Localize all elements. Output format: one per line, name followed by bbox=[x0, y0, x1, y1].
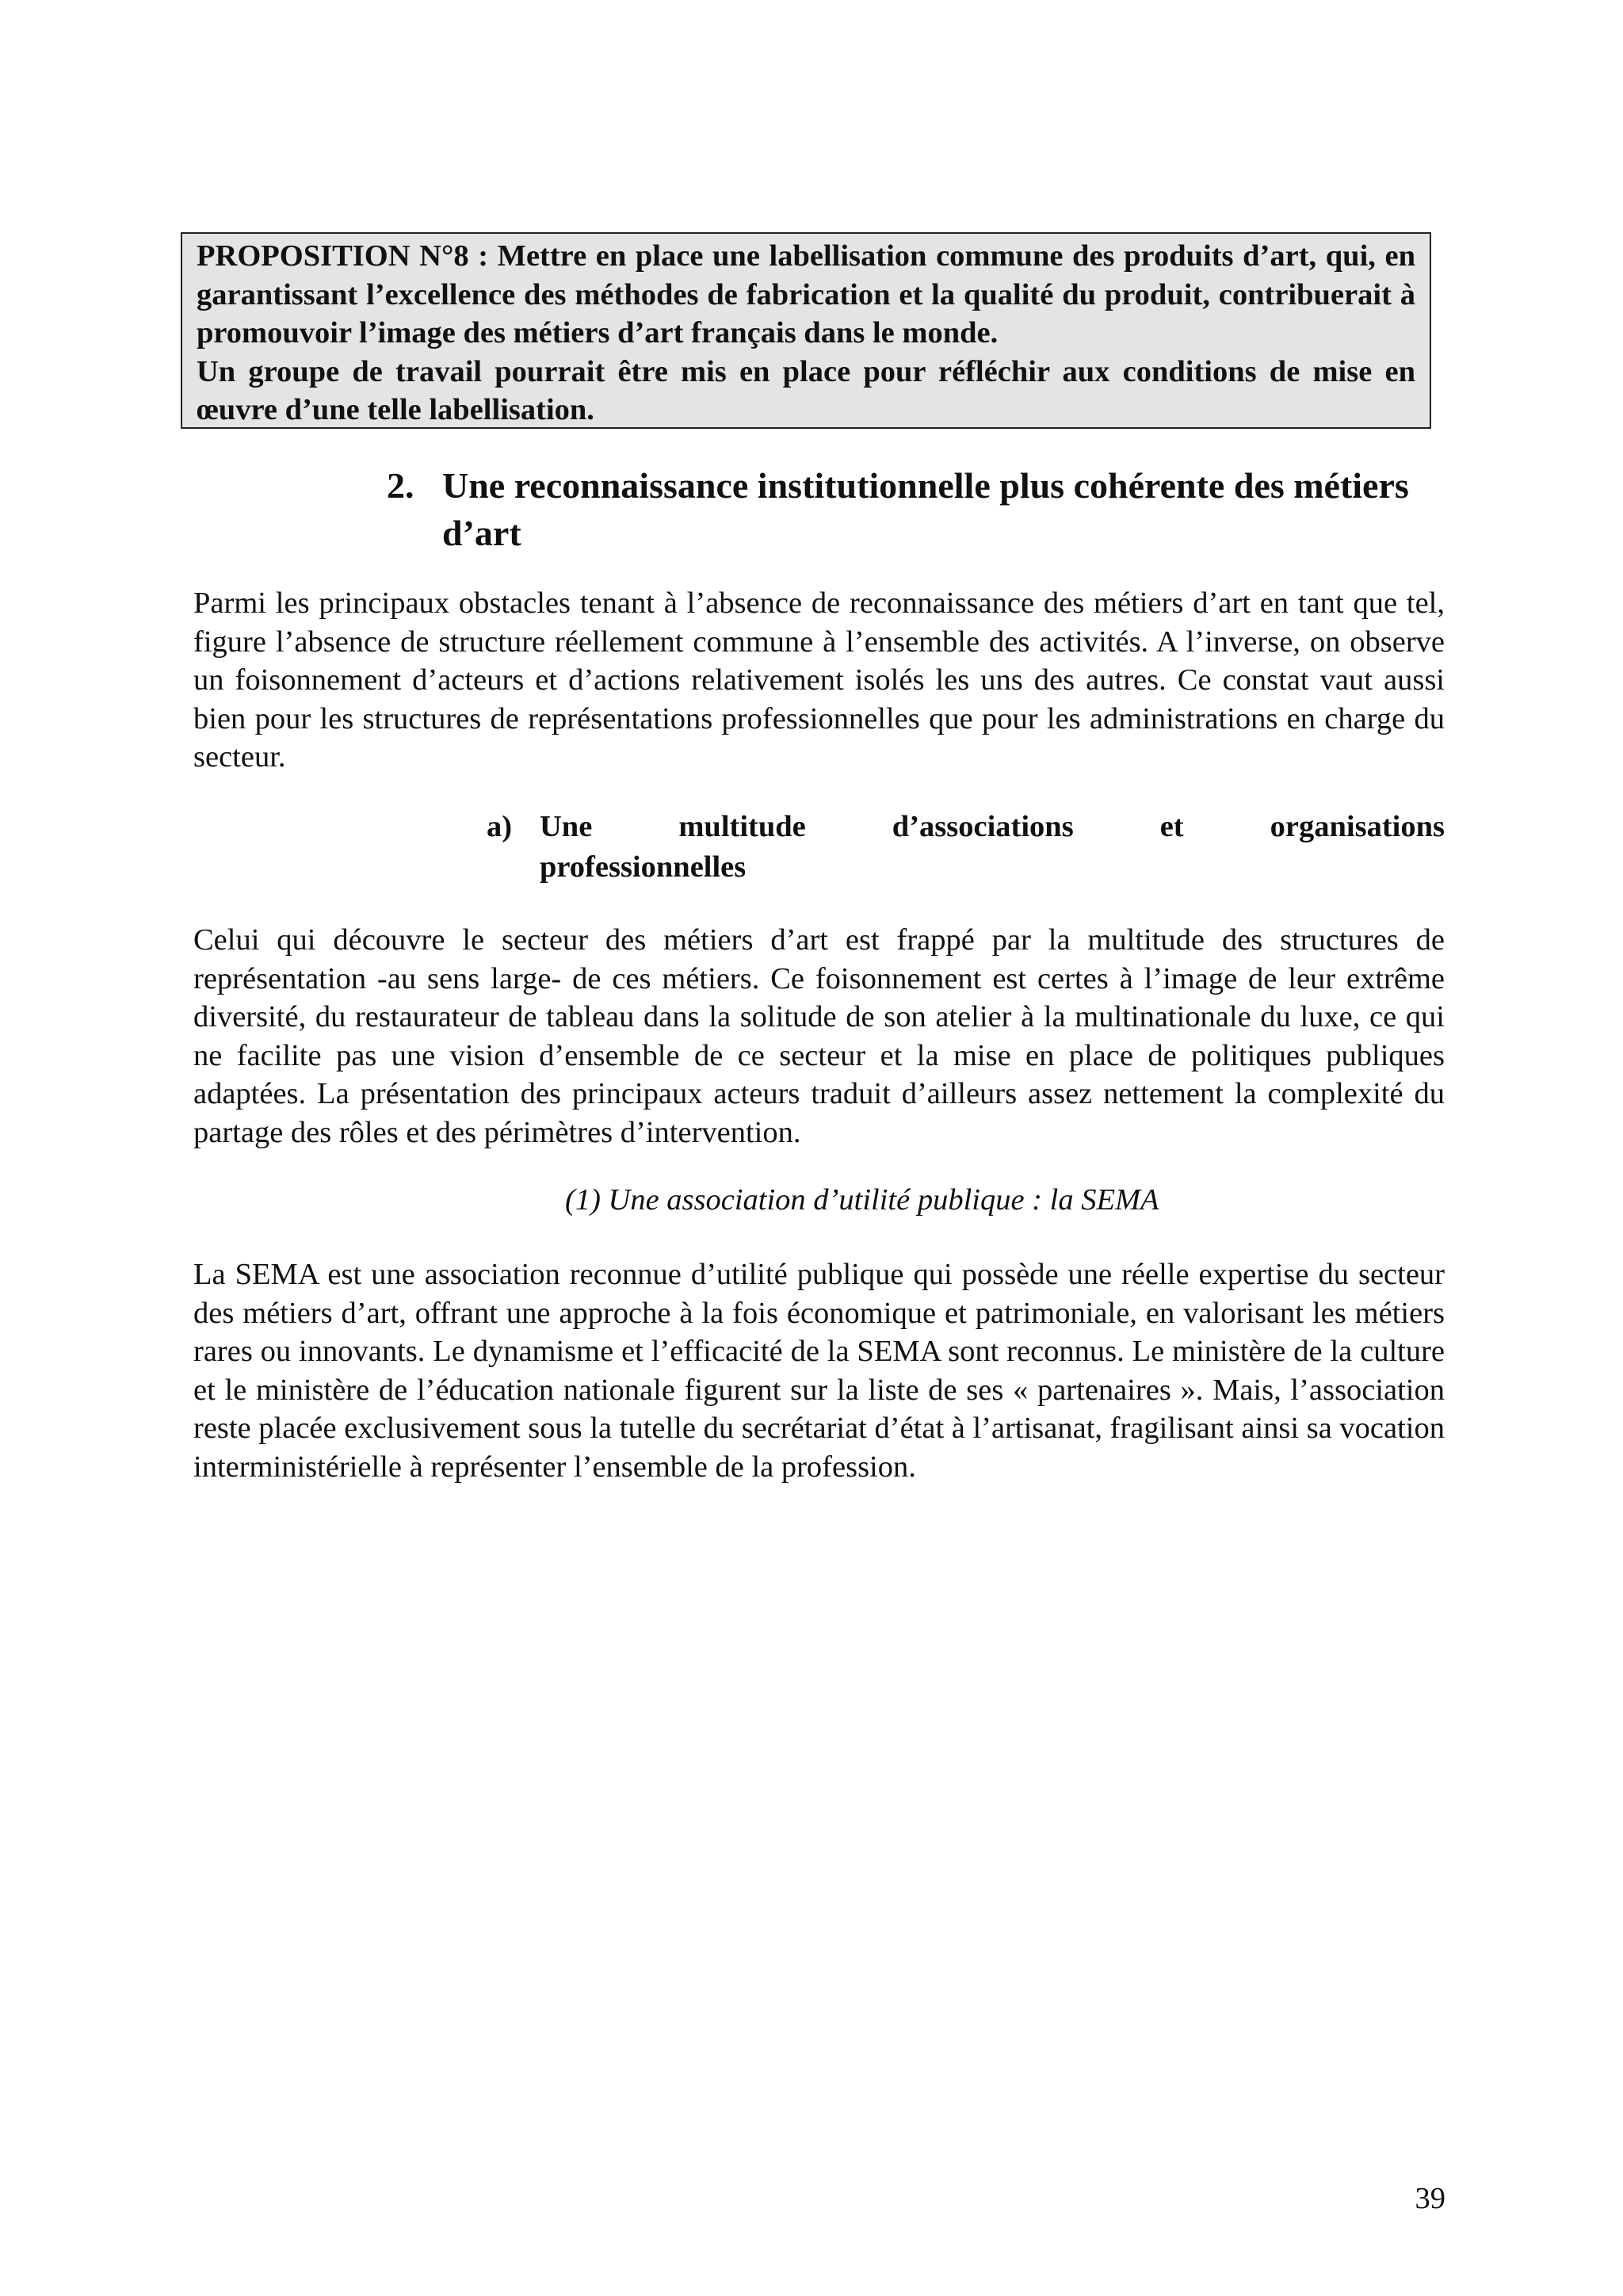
section-number: 2. bbox=[387, 465, 414, 506]
subsection-title-line2: professionnelles bbox=[540, 850, 747, 884]
paragraph-intro: Parmi les principaux obstacles tenant à l’absence de reconnaissance des métiers d’art en tant que tel, figure l’absence de structure réellement commune à l’ensemble des activités. A l’inverse, on observe un foisonnement d’acteurs et d’actions relativement isolés les uns des autres. Ce constat vaut aussi bien pour les structures de représentations professionnelles que pour les administrations en charge du secteur. bbox=[193, 586, 1445, 774]
subsection-title bbox=[540, 807, 1445, 888]
paragraph-associations: Celui qui découvre le secteur des métiers d’art est frappé par la multitude des structures de représentation -au sens large- de ces métiers. Ce foisonnement est certes à l’image de leur extrême diversité, du restaurateur de tableau dans la solitude de son atelier à la multinationale du luxe, ce qui ne facilite pas une vision d’ensemble de ce secteur et la mise en place de politiques publiques adaptées. La présentation des principaux acteurs traduit d’ailleurs assez nettement la complexité du partage des rôles et des périmètres d’intervention. bbox=[193, 923, 1445, 1149]
proposal-box bbox=[181, 232, 1431, 429]
section-heading bbox=[387, 462, 1445, 557]
subsection-title-line1: Une multitude d’associations et organisations bbox=[540, 810, 1445, 843]
section-title: Une reconnaissance institutionnelle plus cohérente des métiers d’art bbox=[442, 465, 1409, 553]
subsubsection-heading: (1) Une association d’utilité publique : la SEMA bbox=[565, 1183, 1159, 1217]
proposal-text-working-group: Un groupe de travail pourrait être mis en place pour réfléchir aux conditions de mise en œuvre d’une telle labellisation. bbox=[197, 354, 1415, 427]
proposal-text: PROPOSITION N°8 : Mettre en place une labellisation commune des produits d’art, qui, en garantissant l’excellence des méthodes de fabrication et la qualité du produit, contribuerait à promouvoir l’image des métiers d’art français dans le monde. bbox=[197, 239, 1415, 350]
subsection-heading bbox=[487, 807, 1445, 888]
subsection-letter: a) bbox=[487, 810, 513, 843]
paragraph-sema: La SEMA est une association reconnue d’utilité publique qui possède une réelle expertise du secteur des métiers d’art, offrant une approche à la fois économique et patrimoniale, en valorisant les métiers rares ou innovants. Le dynamisme et l’efficacité de la SEMA sont reconnus. Le ministère de la culture et le ministère de l’éducation nationale figurent sur la liste de ses « partenaires ». Mais, l’association reste placée exclusivement sous la tutelle du secrétariat d’état à l’artisanat, fragilisant ainsi sa vocation interministérielle à représenter l’ensemble de la profession. bbox=[193, 1258, 1445, 1484]
page-number: 39 bbox=[1415, 2182, 1445, 2215]
